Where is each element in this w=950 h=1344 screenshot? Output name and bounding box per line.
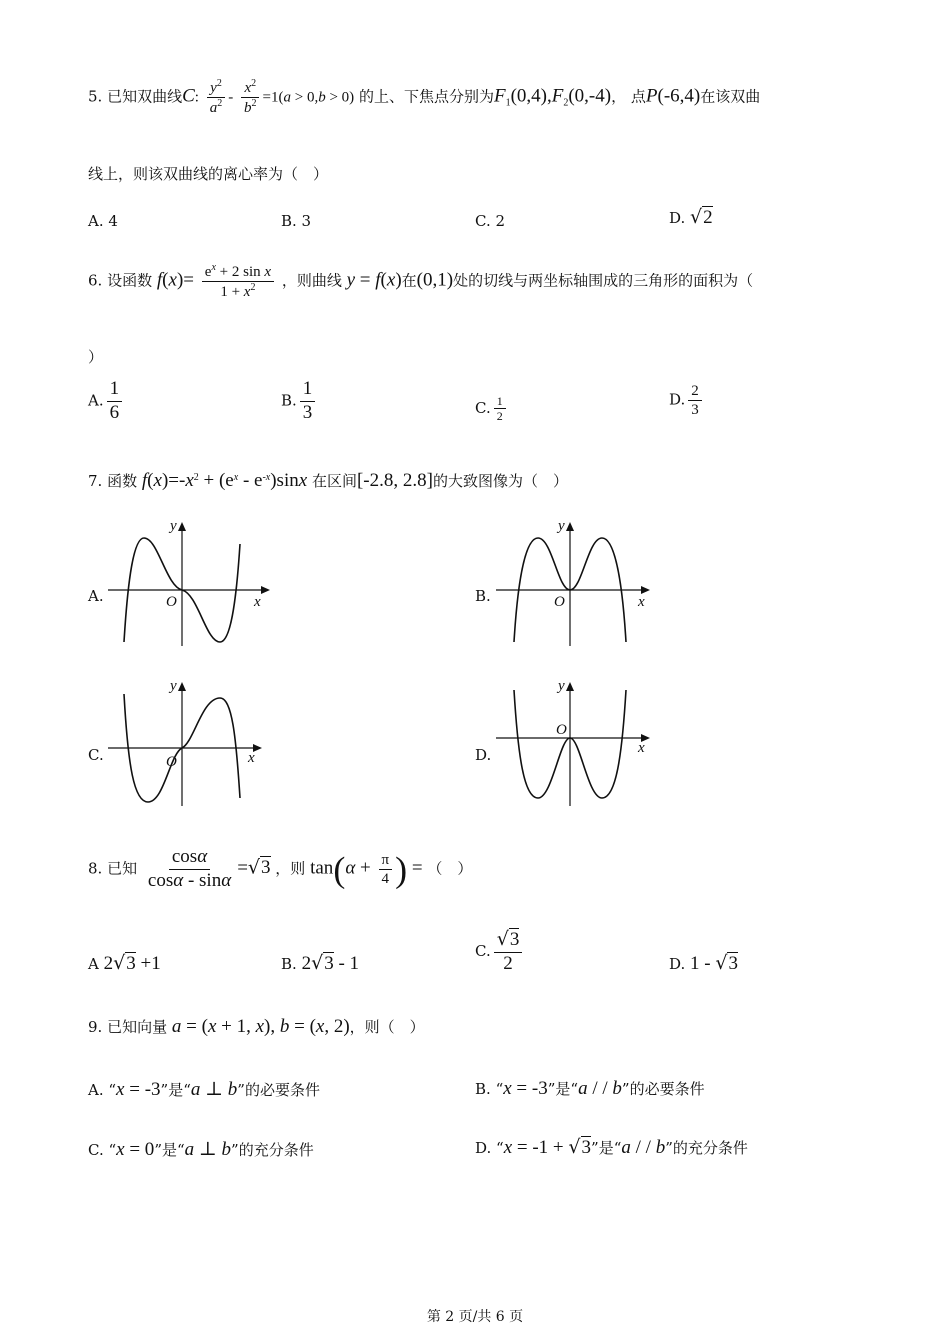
question-5: 5. 已知双曲线C: $\frac{y^2}{a^2}$ - $\frac{x^2}{b^2}$ =1(a > 0,b > 0) 的上、下焦点分别为$F_1(0,4),F_2(0,-4)$， 点P(-6,4)在该双曲 [88,78,761,116]
svg-text:x: x [638,594,645,610]
q9-option-a: A. “x = -3”是“a ⊥ b”的必要条件 [88,1079,320,1100]
svg-text:O: O [166,594,177,610]
q7-option-a: A. [88,587,104,605]
question-6-line-2: ） [88,348,104,366]
page-footer: 第 2 页/共 6 页 [426,1309,524,1325]
q7-graph-a [106,516,276,648]
svg-text:x: x [248,750,255,766]
q5-option-d: D. √2 [669,206,713,228]
hyperbola-term-1: $\frac{y^2}{a^2}$ [207,78,226,117]
question-6: 6. 设函数 f(x)= $\frac{e^x + 2 \sin x}{1 + x^2}$ ，则曲线 y = f(x)在(0,1)处的切线与两坐标轴围成的三角形的面积为（ [88,262,754,300]
q7-graph-d [494,676,664,808]
question-8: 8. 已知 $\frac{\cos\alpha}{\cos\alpha - \sin\alpha}$ =√3 ，则 tan(α + $\frac{\pi}{4}$ ) = （ ） [88,846,473,891]
svg-text:O: O [166,754,177,770]
q8-option-c: C. $\frac{√3}{2}$ [475,928,525,976]
svg-text:x: x [638,740,645,756]
q6-option-c: C. $\frac{1}{2}$ [475,394,509,424]
svg-text:O: O [556,722,567,738]
q7-option-c: C. [88,746,104,764]
hyperbola-term-2: $\frac{x^2}{b^2}$ [241,78,260,117]
svg-text:y: y [558,518,565,534]
cos-ratio-fraction: $\frac{\cos\alpha}{\cos\alpha - \sin\alpha}$ [147,846,232,891]
q8-option-d: D. 1 - √3 [669,952,738,974]
q7-graph-c [106,676,276,808]
q8-option-a: A 2√3 +1 [88,952,161,974]
q6-option-a: A. $\frac{1}{6}$ [88,378,125,425]
f-definition-fraction: $\frac{e^x + 2 \sin x}{1 + x^2}$ [202,262,274,301]
svg-text:x: x [254,594,261,610]
q9-option-c: C. “x = 0”是“a ⊥ b”的充分条件 [88,1139,314,1160]
q6-option-d: D. $\frac{2}{3}$ [669,382,705,419]
q8-option-b: B. 2√3 - 1 [281,952,360,974]
q9-option-b: B. “x = -3”是“a / / b”的必要条件 [475,1078,705,1099]
q9-option-d: D. “x = -1 + √3”是“a / / b”的充分条件 [475,1136,748,1158]
q7-option-b: B. [475,587,491,605]
question-9: 9. 已知向量 a = (x + 1, x), b = (x, 2)，则（ ） [88,1016,425,1037]
svg-text:y: y [558,678,565,694]
question-5-line-2: 线上，则该双曲线的离心率为（ ） [88,165,329,183]
q5-option-c: C. 2 [475,212,506,230]
question-7: 7. 函数 $f(x)=-x^2 + (e^x - e^{-x})\sin x$ 在区间[-2.8, 2.8]的大致图像为（ ） [88,470,568,491]
svg-text:y: y [170,678,177,694]
svg-text:O: O [554,594,565,610]
svg-text:y: y [170,518,177,534]
q5-option-b: B. 3 [281,212,312,230]
q7-graph-b [494,516,664,648]
q7-option-d: D. [475,746,492,764]
q5-option-a: A. 4 [88,212,118,230]
q6-option-b: B. $\frac{1}{3}$ [281,378,318,425]
